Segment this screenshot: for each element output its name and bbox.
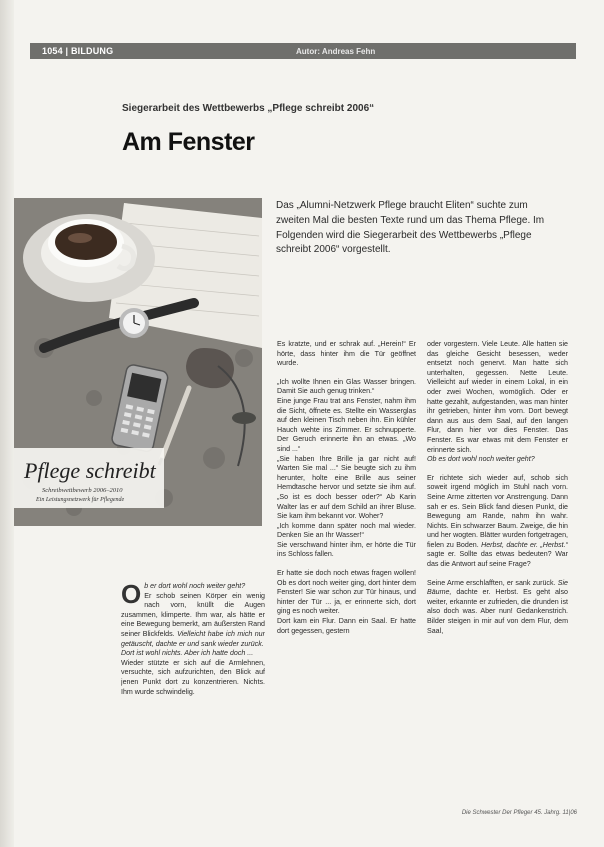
text-column-1 — [121, 582, 265, 844]
col3-paragraph: Ob es dort wohl noch weiter geht? — [427, 455, 535, 464]
col1-lead: b er dort wohl noch weiter geht? — [144, 582, 246, 590]
section-label: 1054 | BILDUNG — [42, 46, 114, 56]
kicker: Siegerarbeit des Wettbewerbs „Pflege schreibt 2006“ — [122, 103, 375, 114]
page-binding-shadow — [0, 0, 14, 847]
article-title: Am Fenster — [122, 128, 255, 156]
dropcap: O — [121, 582, 142, 609]
col1-paragraph: Wieder stützte er sich auf die Armlehnen, versuchte, sich aufzurichten, den Blick auf jenen Punkt dort zu konzentrieren. Nichts. Ihm wurde schwindelig. — [121, 658, 265, 696]
col2-paragraph: Es kratzte, und er schrak auf. „Herein!“ Er hörte, dass hinter ihm die Tür geöffnet wurde. — [277, 340, 416, 368]
photo-badge-sub2: Ein Leistungsnetzwerk für Pflegende — [36, 497, 125, 503]
page-footer: Die Schwester Der Pfleger 45. Jahrg. 11|06 — [461, 810, 577, 816]
text-column-2 — [277, 340, 416, 820]
col2-paragraph: Er hatte sie doch noch etwas fragen wollen! Ob es dort noch weiter ging, dort hinter dem Fenster! Sie war schon zur Tür hinaus, und hinter der Tür ... ja, er erinnerte sich, dort ging es noch weiter. — [277, 569, 416, 616]
photo-badge-sub1: Schreibwettbewerb 2006–2010 — [42, 487, 123, 494]
col3-paragraph: oder vorgestern. Viele Leute. Alle hatten sie das gleiche Gesicht besessen, weder entsetzt noch genervt. Man hatte sich unterhalten, gegessen. Nette Leute. Vielleicht auf wieder in einem Lokal, in ein oder zwei Wochen, womöglich. Oder er hatte gezahlt, aufgestanden, was man hinter ihr getrieben, hinter ihm vorn. Dort bewegt dann aus aus dem Saal, auf den langen Flur, dann hier vor dies Fenster. Das Fenster. Es war etwas mit dem Fenster er erinnerte sich. — [427, 340, 568, 454]
col2-paragraph: „Ich wollte Ihnen ein Glas Wasser bringen. Damit Sie auch genug trinken.“ — [277, 377, 416, 396]
col2-paragraph: Eine junge Frau trat ans Fenster, nahm ihm die Sicht, öffnete es. Stellte ein Wasserglas auf den kleinen Tisch neben ihn. Ein kühler Hauch wehte ins Zimmer. Er schnupperte. Der Geruch erinnerte ihn an etwas. „Wo sind ...“ — [277, 396, 416, 453]
intro-text: Das „Alumni-Netzwerk Pflege braucht Eliten“ suchte zum zweiten Mal die besten Texte rund um das Thema Pflege. Im Folgenden wird die Siegerarbeit des Wettbewerbs „Pflege schreibt 2006“ vorgestellt. — [276, 200, 545, 256]
col3-paragraph: Seine Arme erschlafften, er sank zurück. Sie Bäume, dachte er. Herbst. Es geht also weiter, erkannte er zufrieden, die drunden ist also doch was. Aber nun! Gedankenstrich. Bilder steigen in mir auf von dem Flur, dem Saal, — [427, 578, 568, 635]
text-column-3 — [427, 340, 568, 820]
col1-paragraph: Dort ist wohl nichts. Aber ich hatte doch ... — [121, 649, 254, 658]
col3-paragraph: Er richtete sich wieder auf, schob sich soweit irgend möglich im Stuhl nach vorn. Seine Arme zitterten vor Anstrengung. Dann sah er es. Sein Blick fand diesen Punkt, die Bewegung am Rande, nahm ihn wahr. Nichts. Ein schwarzer Baum. Zweige, die hin und her wogten. Blätter wurden fortgetragen, fielen zu Boden. Herbst, dachte er. „Herbst.“ sagte er. Sollte das etwas bedeuten? War das die Antwort auf seine Frage? — [427, 473, 568, 569]
col2-paragraph: „Sie haben Ihre Brille ja gar nicht auf! Warten Sie mal ...“ Sie beugte sich zu ihm herunter, holte eine Brille aus seiner Hemdtasche hervor und setzte sie ihm auf. „So ist es doch besser oder?“ Ab Karin Walter las er auf dem Schild an ihrer Bluse. Sie kam ihm bekannt vor. Woher? — [277, 454, 416, 521]
col2-paragraph: „Ich komme dann später noch mal wieder. Denken Sie an Ihr Wasser!“ — [277, 521, 416, 540]
col2-paragraph: Sie verschwand hinter ihm, er hörte die Tür ins Schloss fallen. — [277, 540, 416, 559]
header-bar — [30, 43, 576, 59]
article-photo — [14, 198, 262, 526]
col1-paragraph: Er schob seinen Körper ein wenig nach vorn, knüllt die Augen zusammen, klimperte. Ihm war, als hätte er eine Bewegung bemerkt, am äußersten Rand seiner Blickfelds. Vielleicht habe ich mich nur getäuscht, dachte er und sank wieder zurück. — [121, 591, 265, 648]
author-label: Autor: Andreas Fehn — [296, 46, 376, 56]
photo-badge-title: Pflege schreibt — [24, 458, 156, 483]
col2-paragraph: Dort kam ein Flur. Dann ein Saal. Er hatte dort gegessen, gestern — [277, 617, 416, 635]
